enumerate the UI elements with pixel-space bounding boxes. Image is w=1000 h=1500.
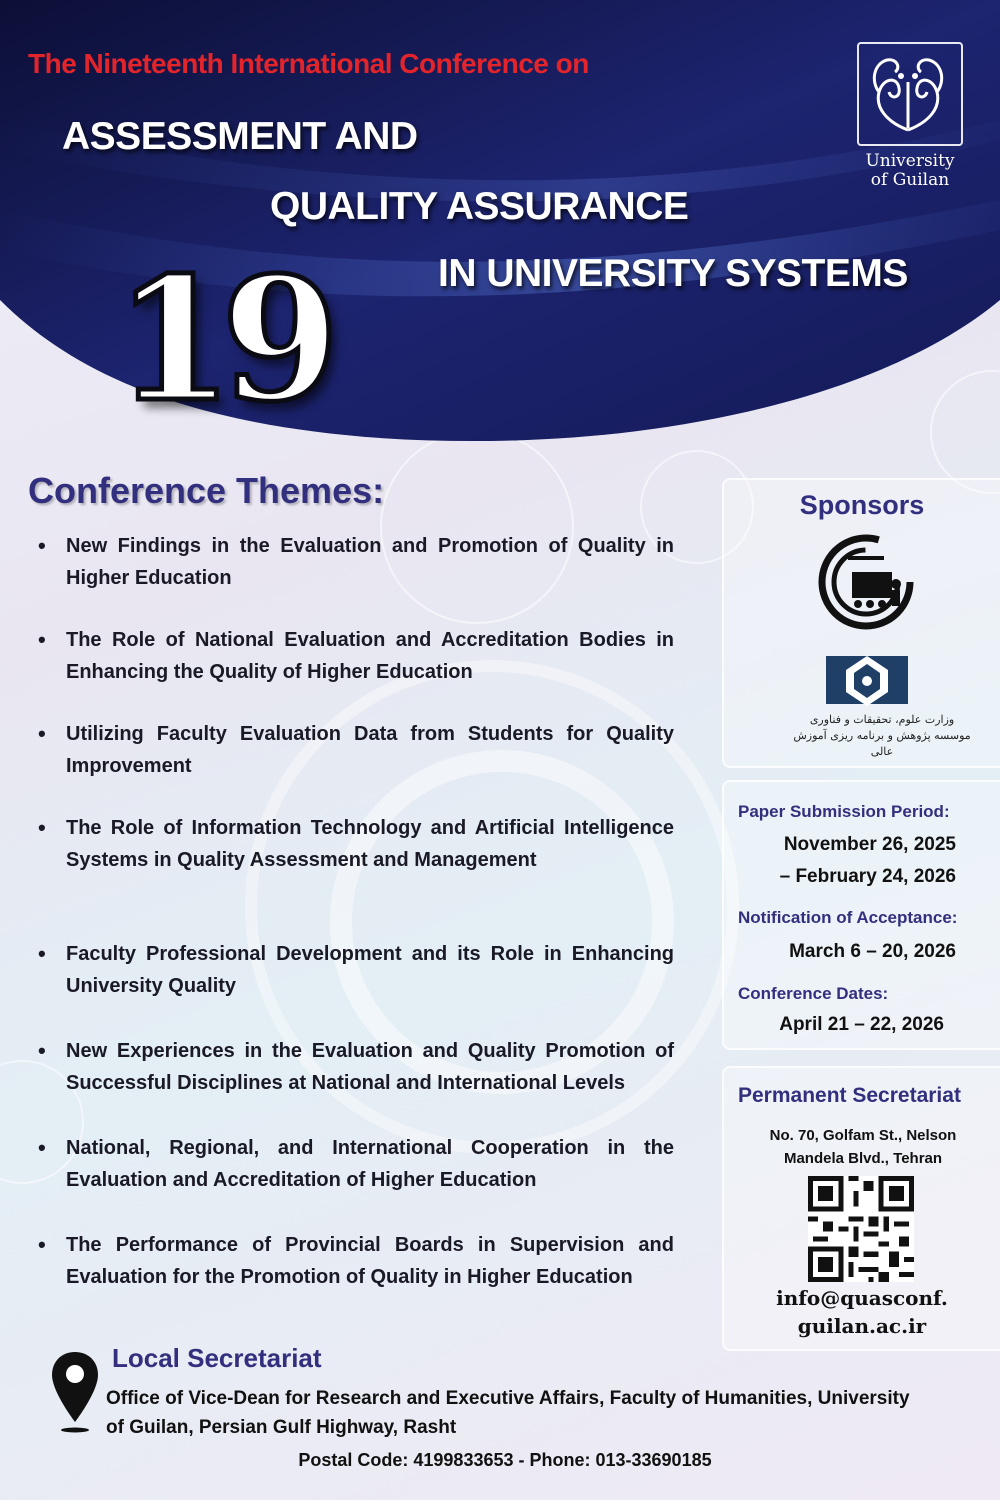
- themes-list: [38, 530, 674, 1293]
- theme-item: • The Role of National Evaluation and Accreditation Bodies in Enhancing the Quality of Higher Education: [38, 624, 674, 688]
- notification-label: Notification of Acceptance:: [738, 908, 958, 927]
- edition-number: 19: [115, 240, 328, 440]
- themes-heading: Conference Themes:: [28, 470, 385, 511]
- permanent-secretariat-address: No. 70, Golfam St., Nelson Mandela Blvd., Tehran: [769, 1127, 957, 1167]
- title-line-3: IN UNIVERSITY SYSTEMS: [438, 252, 908, 295]
- qr-code-icon[interactable]: [808, 1176, 914, 1286]
- conference-dates-label: Conference Dates:: [738, 984, 889, 1003]
- header-banner: [0, 0, 1000, 450]
- university-logo-text: University of Guilan: [865, 151, 955, 190]
- contact-email[interactable]: info@quasconf. guilan.ac.ir: [776, 1286, 948, 1338]
- theme-item: • National, Regional, and International Cooperation in the Evaluation and Accreditation of Higher Education: [38, 1132, 674, 1196]
- theme-item: • Faculty Professional Development and its Role in Enhancing University Quality: [38, 938, 674, 1002]
- sponsor-2-caption: وزارت علوم، تحقیقات و فناوری موسسه پژوهش و برنامه ریزی آموزش عالی: [793, 713, 971, 758]
- conference-ordinal-line: The Nineteenth International Conference on: [28, 48, 589, 79]
- theme-item: • New Experiences in the Evaluation and Quality Promotion of Successful Disciplines at National and International Levels: [38, 1035, 674, 1099]
- theme-item: • Utilizing Faculty Evaluation Data from Students for Quality Improvement: [38, 718, 674, 782]
- sponsor-1-logo-icon: [818, 534, 914, 634]
- conference-dates-value: April 21 – 22, 2026: [779, 1014, 944, 1035]
- theme-item: • The Performance of Provincial Boards in Supervision and Evaluation for the Promotion of Quality in Higher Education: [38, 1229, 674, 1293]
- submission-label: Paper Submission Period:: [738, 802, 950, 821]
- permanent-secretariat-panel: [722, 1066, 1000, 1351]
- postal-and-phone: Postal Code: 4199833653 - Phone: 013-33690185: [298, 1450, 712, 1470]
- theme-item: • New Findings in the Evaluation and Promotion of Quality in Higher Education: [38, 530, 674, 594]
- permanent-secretariat-heading: Permanent Secretariat: [738, 1084, 961, 1107]
- sponsors-heading: Sponsors: [799, 490, 925, 520]
- local-secretariat-heading: Local Secretariat: [112, 1343, 322, 1373]
- dates-panel: [722, 780, 1000, 1050]
- title-line-1: ASSESSMENT AND: [62, 115, 418, 158]
- sponsor-2-logo-icon: [824, 652, 910, 712]
- local-secretariat-address: Office of Vice-Dean for Research and Executive Affairs, Faculty of Humanities, University of Guilan, Persian Gulf Highway, Rasht: [106, 1388, 910, 1438]
- location-pin-icon: [50, 1350, 100, 1438]
- university-emblem-icon: [857, 42, 963, 146]
- notification-value: March 6 – 20, 2026: [789, 941, 956, 962]
- theme-item: • The Role of Information Technology and Artificial Intelligence Systems in Quality Assessment and Management: [38, 812, 674, 908]
- title-line-2: QUALITY ASSURANCE: [270, 185, 689, 228]
- submission-start: November 26, 2025: [783, 834, 956, 855]
- university-logo: [857, 42, 963, 190]
- submission-end: – February 24, 2026: [779, 866, 956, 887]
- sponsors-panel: [722, 478, 1000, 768]
